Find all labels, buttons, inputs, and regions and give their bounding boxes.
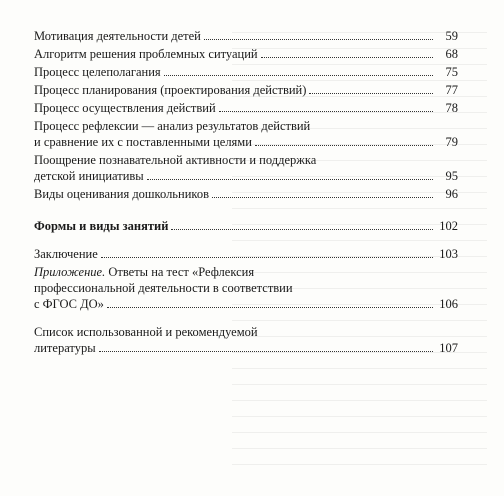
dot-leader <box>147 168 433 180</box>
toc-entry-title-cont: с ФГОС ДО» <box>34 297 104 311</box>
toc-entry <box>34 118 458 150</box>
toc-entry-title: Алгоритм решения проблемных ситуаций <box>34 47 258 61</box>
toc-chapter-title: Формы и виды занятий <box>34 219 169 233</box>
toc-entry-title: Поощрение познавательной активности и поддержка <box>34 153 317 167</box>
toc-page-number: 107 <box>439 341 458 355</box>
toc-page-number: 77 <box>445 83 458 97</box>
dot-leader <box>309 82 433 94</box>
toc-entry <box>34 264 458 312</box>
dot-leader <box>261 46 433 58</box>
toc-entry <box>34 82 458 98</box>
toc-entry <box>34 28 458 44</box>
dot-leader <box>107 296 433 308</box>
toc-entry <box>34 46 458 62</box>
toc-page-number: 95 <box>445 169 458 183</box>
toc-entry-title-cont: детской инициативы <box>34 169 144 183</box>
toc-entry <box>34 100 458 116</box>
toc-page-number: 75 <box>445 65 458 79</box>
toc-page-number: 79 <box>445 135 458 149</box>
toc-entry-title: Процесс целеполагания <box>34 65 161 79</box>
toc-entry-title-cont: и сравнение их с поставленными целями <box>34 135 252 149</box>
toc-entry-title: Мотивация деятельности детей <box>34 29 201 43</box>
toc-entry <box>34 246 458 262</box>
toc-entry-title-cont: литературы <box>34 341 96 355</box>
dot-leader <box>212 186 433 198</box>
toc-entry-title: Ответы на тест «Рефлексия <box>105 265 255 279</box>
toc-entry-title: Процесс осуществления действий <box>34 101 216 115</box>
dot-leader <box>255 134 433 146</box>
toc-page-number: 68 <box>445 47 458 61</box>
toc-entry <box>34 152 458 184</box>
toc-entry-title-cont: профессиональной деятельности в соответствии <box>34 281 293 295</box>
toc-page-number: 96 <box>445 187 458 201</box>
dot-leader <box>164 64 433 76</box>
toc-entry <box>34 324 458 356</box>
toc-page-number: 103 <box>439 247 458 261</box>
toc-entry-title: Виды оценивания дошкольников <box>34 187 209 201</box>
toc-entry-title: Список использованной и рекомендуемой <box>34 325 258 339</box>
dot-leader <box>171 218 433 230</box>
toc-page-number: 106 <box>439 297 458 311</box>
appendix-label: Приложение. <box>34 265 106 279</box>
toc-chapter-entry <box>34 218 458 234</box>
toc-page-number: 78 <box>445 101 458 115</box>
dot-leader <box>219 100 433 112</box>
toc-page-number: 102 <box>439 219 458 233</box>
dot-leader <box>99 340 433 352</box>
toc-entry <box>34 64 458 80</box>
dot-leader <box>204 28 433 40</box>
toc-entry-title: Процесс рефлексии — анализ результатов действий <box>34 119 311 133</box>
toc-entry <box>34 186 458 202</box>
toc-page-number: 59 <box>445 29 458 43</box>
table-of-contents <box>34 28 458 356</box>
toc-entry-title: Процесс планирования (проектирования действий) <box>34 83 307 97</box>
toc-entry-title: Заключение <box>34 247 98 261</box>
dot-leader <box>101 246 433 258</box>
